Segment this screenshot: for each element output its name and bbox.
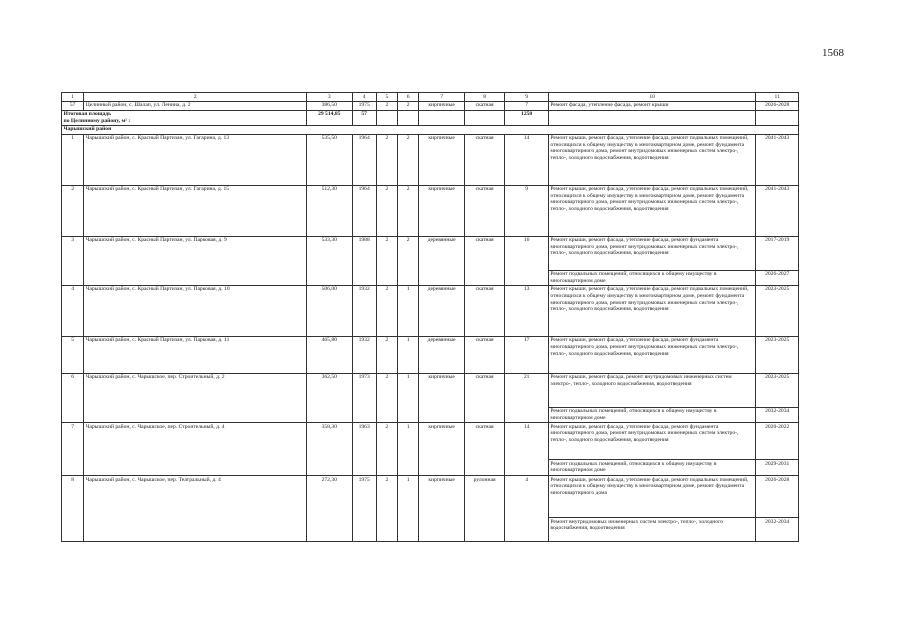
- entrances-cell: 1: [398, 423, 419, 476]
- table-row: [62, 423, 799, 460]
- total-row: [62, 110, 799, 125]
- works-cell: Ремонт крыши, ремонт фасада, утепление фасада, ремонт фундамента многоквартирного дома, ремонт внутридомовых инженерных систем электро-, тепло-, холодного водоснабжения, водоотведения: [548, 423, 756, 460]
- apartments-cell: 21: [505, 373, 549, 422]
- period-cell: 2026-2027: [756, 270, 799, 285]
- walls-cell: деревянные: [419, 236, 465, 285]
- row-number: 6: [62, 373, 84, 422]
- area-cell: 465,80: [306, 336, 352, 373]
- apartments-cell: 4: [505, 476, 549, 542]
- row-number: 1: [62, 134, 84, 185]
- roof-cell: скатная: [464, 423, 504, 476]
- works-cell: Ремонт крыши, ремонт фасада, утепление фасада, ремонт подвальных помещений, относящихся к общему имуществу в многоквартирном доме, ремонт фундамента многоквартирного дома, ремонт внутридомовых инженерных систем электро-, тепло-, холодного водоснабжения, водоотведения: [548, 134, 756, 185]
- total-label: [62, 110, 307, 125]
- walls-cell: деревянные: [419, 285, 465, 336]
- area-cell: 362,50: [306, 373, 352, 422]
- roof-cell: рулонная: [464, 476, 504, 542]
- column-number: 7: [419, 93, 465, 102]
- address-cell: Чарышский район, с. Красный Партизан, ул. Гагарина, д. 15: [84, 185, 307, 236]
- works-cell: Ремонт внутридомовых инженерных систем электро-, тепло-, холодного водоснабжения, водоотведения: [548, 518, 756, 542]
- walls-cell: кирпичные: [419, 373, 465, 422]
- address-cell: Чарышский район, с. Красный Партизан, ул. Парковая, д. 10: [84, 285, 307, 336]
- area-cell: 272,30: [306, 476, 352, 542]
- total-label-line2: по Целинному району, м² :: [63, 117, 131, 124]
- year-cell: 1988: [352, 236, 376, 285]
- floors-cell: 2: [376, 336, 397, 373]
- period-cell: 2032-2034: [756, 407, 799, 422]
- row-number: 4: [62, 285, 84, 336]
- apartments-cell: 13: [505, 285, 549, 336]
- period-cell: 2029-2031: [756, 460, 799, 476]
- table-row: [62, 101, 799, 110]
- walls-cell: кирпичные: [419, 185, 465, 236]
- column-number: 2: [84, 93, 307, 102]
- area-cell: 533,30: [306, 236, 352, 285]
- period-cell: 2041-2043: [756, 134, 799, 185]
- apartments-cell: 16: [505, 236, 549, 285]
- table-row: [62, 236, 799, 270]
- floors-cell: 2: [376, 101, 397, 110]
- area-cell: 358,30: [306, 423, 352, 476]
- year-cell: 1975: [352, 101, 376, 110]
- period-cell: 2041-2043: [756, 185, 799, 236]
- roof-cell: скатная: [464, 185, 504, 236]
- walls-cell: кирпичные: [419, 101, 465, 110]
- apartments-cell: 14: [505, 134, 549, 185]
- works-cell: Ремонт фасада, утепление фасада, ремонт крыши: [548, 101, 756, 110]
- row-number: 8: [62, 476, 84, 542]
- column-number: 10: [548, 93, 756, 102]
- roof-cell: скатная: [464, 336, 504, 373]
- table-row: [62, 336, 799, 373]
- total-count: 57: [352, 110, 376, 125]
- table-row: [62, 476, 799, 518]
- repair-schedule-table: [61, 92, 799, 542]
- address-cell: Целинный район, с. Шалап, ул. Ленина, д. 2: [84, 101, 307, 110]
- walls-cell: кирпичные: [419, 134, 465, 185]
- apartments-cell: 17: [505, 336, 549, 373]
- year-cell: 1963: [352, 423, 376, 476]
- table-row: [62, 185, 799, 236]
- entrances-cell: 1: [398, 373, 419, 422]
- floors-cell: 2: [376, 285, 397, 336]
- table-row: [62, 285, 799, 336]
- works-cell: Ремонт крыши, ремонт фасада, утепление фасада, ремонт подвальных помещений, относящихся к общему имуществу в многоквартирном доме, ремонт фундамента многоквартирного дома, ремонт внутридомовых инженерных систем электро-, тепло-, холодного водоснабжения, водоотведения: [548, 285, 756, 336]
- address-cell: Чарышский район, с. Чарышское, пер. Театральный, д. 4: [84, 476, 307, 542]
- period-cell: 2032-2034: [756, 518, 799, 542]
- row-number: 7: [62, 423, 84, 476]
- works-cell: Ремонт крыши, ремонт фасада, ремонт внутридомовых инженерных систем электро-, тепло-, холодного водоснабжения, водоотведения: [548, 373, 756, 407]
- entrances-cell: 1: [398, 285, 419, 336]
- roof-cell: скатная: [464, 134, 504, 185]
- column-number: 5: [376, 93, 397, 102]
- apartments-cell: 14: [505, 423, 549, 476]
- address-cell: Чарышский район, с. Красный Партизан, ул. Гагарина, д. 13: [84, 134, 307, 185]
- floors-cell: 2: [376, 423, 397, 476]
- period-cell: 2023-2025: [756, 285, 799, 336]
- table-row: [62, 134, 799, 185]
- works-cell: Ремонт подвальных помещений, относящихся к общему имуществу в многоквартирном доме: [548, 270, 756, 285]
- row-number: 5: [62, 336, 84, 373]
- year-cell: 1964: [352, 185, 376, 236]
- period-cell: 2026-2028: [756, 476, 799, 518]
- floors-cell: 2: [376, 236, 397, 285]
- total-label-line1: Итоговая площадь: [63, 111, 112, 118]
- total-apartments: 1250: [505, 110, 549, 125]
- year-cell: 1932: [352, 285, 376, 336]
- works-cell: Ремонт подвальных помещений, относящихся к общему имуществу в многоквартирном доме: [548, 407, 756, 422]
- area-cell: 506,00: [306, 285, 352, 336]
- column-number: 4: [352, 93, 376, 102]
- works-cell: Ремонт крыши, ремонт фасада, утепление фасада, ремонт подвальных помещений, относящихся к общему имуществу в многоквартирном доме, ремонт фундамента многоквартирного дома, ремонт внутридомовых инженерных систем электро-, тепло-, холодного водоснабжения, водоотведения: [548, 185, 756, 236]
- works-cell: Ремонт крыши, ремонт фасада, утепление фасада, ремонт подвальных помещений, относящихся к общему имуществу в многоквартирном доме, ремонт фундамента многоквартирного дома: [548, 476, 756, 518]
- column-number-row: [62, 93, 799, 102]
- area-cell: 535,50: [306, 134, 352, 185]
- entrances-cell: 2: [398, 134, 419, 185]
- entrances-cell: 1: [398, 336, 419, 373]
- address-cell: Чарышский район, с. Красный Партизан, ул. Парковая, д. 9: [84, 236, 307, 285]
- column-number: 1: [62, 93, 84, 102]
- year-cell: 1964: [352, 134, 376, 185]
- floors-cell: 2: [376, 476, 397, 542]
- column-number: 11: [756, 93, 799, 102]
- year-cell: 1975: [352, 476, 376, 542]
- row-number: 57: [62, 101, 84, 110]
- column-number: 3: [306, 93, 352, 102]
- floors-cell: 2: [376, 185, 397, 236]
- entrances-cell: 1: [398, 476, 419, 542]
- period-cell: 2020-2022: [756, 423, 799, 460]
- address-cell: Чарышский район, с. Красный Партизан, ул. Парковая, д. 11: [84, 336, 307, 373]
- walls-cell: деревянные: [419, 336, 465, 373]
- row-number: 3: [62, 236, 84, 285]
- period-cell: 2017-2019: [756, 236, 799, 270]
- area-cell: 512,30: [306, 185, 352, 236]
- column-number: 8: [464, 93, 504, 102]
- walls-cell: кирпичные: [419, 476, 465, 542]
- period-cell: 2023-2025: [756, 373, 799, 407]
- floors-cell: 2: [376, 134, 397, 185]
- roof-cell: скатная: [464, 373, 504, 422]
- entrances-cell: 2: [398, 236, 419, 285]
- works-cell: Ремонт подвальных помещений, относящихся к общему имуществу в многоквартирном доме: [548, 460, 756, 476]
- entrances-cell: 2: [398, 101, 419, 110]
- works-cell: Ремонт крыши, ремонт фасада, утепление фасада, ремонт фундамента многоквартирного дома, ремонт внутридомовых инженерных систем электро-, тепло-, холодного водоснабжения, водоотведения: [548, 336, 756, 373]
- address-cell: Чарышский район, с. Чарышское, пер. Строительный, д. 4: [84, 423, 307, 476]
- period-cell: 2023-2025: [756, 336, 799, 373]
- roof-cell: скатная: [464, 285, 504, 336]
- roof-cell: скатная: [464, 101, 504, 110]
- floors-cell: 2: [376, 373, 397, 422]
- column-number: 6: [398, 93, 419, 102]
- area-cell: 386,50: [306, 101, 352, 110]
- address-cell: Чарышский район, с. Чарышское, пер. Строительный, д. 2: [84, 373, 307, 422]
- apartments-cell: 7: [505, 101, 549, 110]
- district-title: Чарышский район: [62, 125, 799, 134]
- page-number: 1568: [822, 47, 844, 59]
- walls-cell: кирпичные: [419, 423, 465, 476]
- year-cell: 1932: [352, 336, 376, 373]
- total-area: 29 514,85: [306, 110, 352, 125]
- year-cell: 1973: [352, 373, 376, 422]
- district-header-row: [62, 125, 799, 134]
- apartments-cell: 9: [505, 185, 549, 236]
- roof-cell: скатная: [464, 236, 504, 285]
- period-cell: 2026-2028: [756, 101, 799, 110]
- entrances-cell: 2: [398, 185, 419, 236]
- column-number: 9: [505, 93, 549, 102]
- works-cell: Ремонт крыши, ремонт фасада, утепление фасада, ремонт фундамента многоквартирного дома, ремонт внутридомовых инженерных систем электро-, тепло-, холодного водоснабжения, водоотведения: [548, 236, 756, 270]
- table-row: [62, 373, 799, 407]
- row-number: 2: [62, 185, 84, 236]
